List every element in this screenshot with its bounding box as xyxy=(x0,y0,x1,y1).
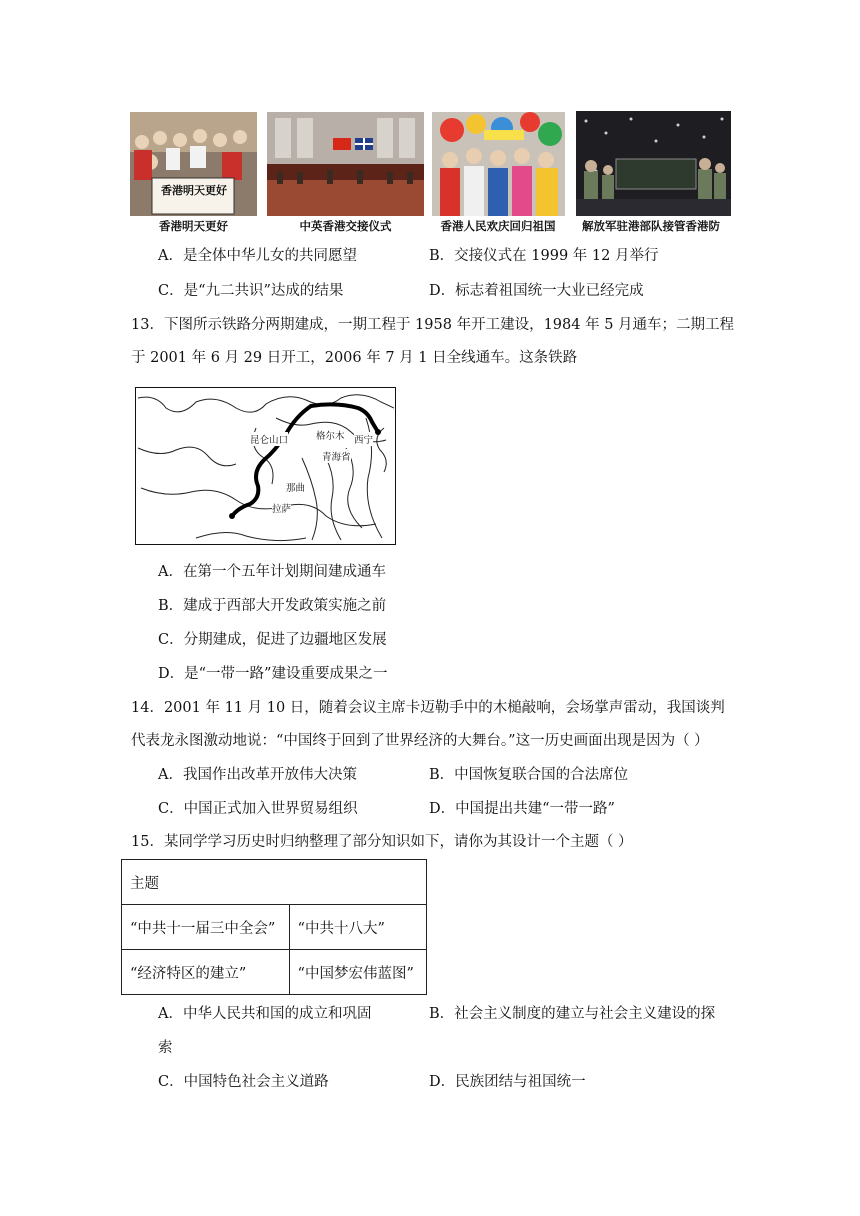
caption-3: 香港人民欢庆回归祖国 xyxy=(440,219,556,233)
q14-option-a[interactable]: A．我国作出改革开放伟大决策 xyxy=(158,767,357,783)
q15-option-d[interactable]: D．民族团结与祖国统一 xyxy=(429,1074,586,1090)
table-cell: “经济特区的建立” xyxy=(122,950,290,995)
photo-handover-ceremony xyxy=(267,112,424,216)
q15-stem: 15．某同学学习历史时归纳整理了部分知识如下，请你为其设计一个主题（ ） xyxy=(131,834,633,850)
q15-option-c[interactable]: C．中国特色社会主义道路 xyxy=(158,1074,329,1090)
q13-option-a[interactable]: A．在第一个五年计划期间建成通车 xyxy=(158,564,386,580)
q14-stem-line2: 代表龙永图激动地说：“中国终于回到了世界经济的大舞台。”这一历史画面出现是因为（ ） xyxy=(131,733,709,749)
q13-option-b[interactable]: B．建成于西部大开发政策实施之前 xyxy=(158,598,387,614)
map-label-xining: 西宁 xyxy=(354,432,373,446)
railway-map xyxy=(135,387,396,545)
map-label-nagqu: 那曲 xyxy=(286,480,305,494)
table-row xyxy=(122,950,427,995)
q13-option-c[interactable]: C．分期建成，促进了边疆地区发展 xyxy=(158,632,387,648)
q13-stem-line1: 13．下图所示铁路分两期建成，一期工程于 1958 年开工建设，1984 年 5 月通车；二期工程 xyxy=(131,317,735,333)
map-label-kunlun: 昆仑山口 xyxy=(250,432,288,446)
photo-hk-celebration xyxy=(432,112,565,216)
q12-option-c[interactable]: C．是“九二共识”达成的结果 xyxy=(158,283,344,299)
caption-4: 解放军驻港部队接管香港防 xyxy=(582,219,720,233)
q14-option-b[interactable]: B．中国恢复联合国的合法席位 xyxy=(429,767,629,783)
knowledge-table xyxy=(121,859,427,995)
table-row xyxy=(122,905,427,950)
q13-option-d[interactable]: D．是“一带一路”建设重要成果之一 xyxy=(158,666,388,682)
q15-option-a[interactable]: A．中华人民共和国的成立和巩固 xyxy=(158,1006,372,1022)
map-label-lhasa: 拉萨 xyxy=(272,501,291,515)
q12-option-b[interactable]: B．交接仪式在 1999 年 12 月举行 xyxy=(429,248,659,264)
photo-pla-garrison xyxy=(576,111,731,216)
q14-option-d[interactable]: D．中国提出共建“一带一路” xyxy=(429,801,615,817)
map-label-qinghai: 青海省 xyxy=(322,449,351,463)
table-cell: “中共十八大” xyxy=(289,905,426,950)
caption-1: 香港明天更好 xyxy=(159,219,228,233)
caption-2: 中英香港交接仪式 xyxy=(299,219,392,233)
table-cell: “中共十一届三中全会” xyxy=(122,905,290,950)
q12-option-a[interactable]: A．是全体中华儿女的共同愿望 xyxy=(158,248,357,264)
q12-option-d[interactable]: D．标志着祖国统一大业已经完成 xyxy=(429,283,644,299)
q15-option-b-line1[interactable]: B．社会主义制度的建立与社会主义建设的探 xyxy=(429,1006,716,1022)
map-label-golmud: 格尔木 xyxy=(316,428,345,442)
photo-hk-better-tomorrow xyxy=(130,112,257,216)
table-cell: “中国梦宏伟蓝图” xyxy=(289,950,426,995)
q14-stem-line1: 14．2001 年 11 月 10 日，随着会议主席卡迈勒手中的木槌敲响，会场掌声雷动，我国谈判 xyxy=(131,700,725,716)
table-header: 主题 xyxy=(122,860,427,905)
q13-stem-line2: 于 2001 年 6 月 29 日开工，2006 年 7 月 1 日全线通车。这条铁路 xyxy=(131,350,578,366)
q14-option-c[interactable]: C．中国正式加入世界贸易组织 xyxy=(158,801,358,817)
q15-option-b-line2[interactable]: 索 xyxy=(158,1040,173,1056)
banner-text: 香港明天更好 xyxy=(161,184,227,197)
